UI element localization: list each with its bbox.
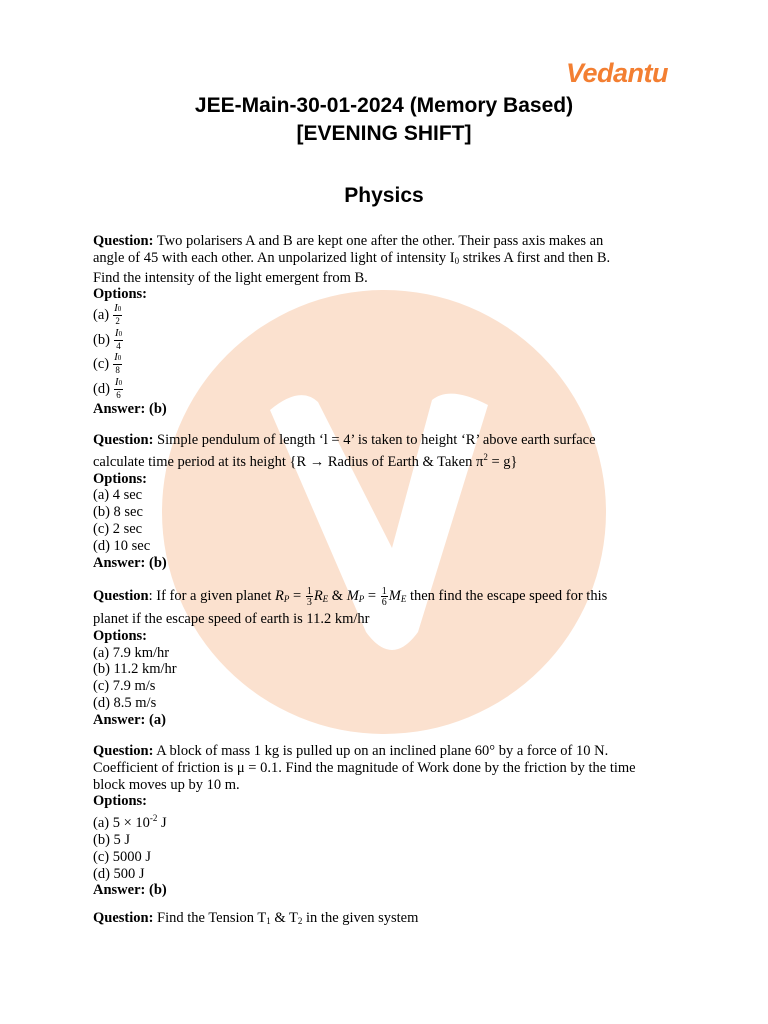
question-text: angle of 45 with each other. An unpolarized light of intensity I	[93, 249, 455, 266]
numerator: I0	[114, 351, 122, 364]
fraction	[113, 353, 122, 375]
option-label: (d)	[93, 380, 110, 397]
subscript: 0	[117, 305, 122, 314]
answer-value: (a)	[148, 711, 166, 728]
option-label: (b)	[93, 331, 110, 348]
question-text: Two polarisers A and B are kept one after the other. Their pass axis makes an	[156, 233, 604, 249]
denominator: 3	[306, 596, 312, 608]
answer-label: Answer:	[93, 401, 146, 418]
option-label: (c)	[93, 356, 110, 373]
numerator: 1	[306, 585, 312, 597]
question-2	[93, 432, 683, 571]
math-symbol: R	[275, 588, 284, 604]
fraction	[306, 587, 313, 607]
math-symbol: R	[313, 588, 323, 604]
answer-label: Answer:	[93, 882, 146, 899]
option-c	[93, 352, 683, 377]
answer-value: (b)	[148, 401, 167, 418]
subscript: 0	[118, 329, 123, 338]
answer	[93, 555, 683, 572]
question-4	[93, 743, 693, 899]
answer-value: (b)	[148, 554, 167, 571]
denominator: 6	[381, 596, 387, 608]
option-text: (a) 5 × 10	[93, 815, 150, 832]
subscript: E	[400, 594, 407, 604]
denominator: 6	[116, 389, 121, 400]
subscript: 0	[454, 255, 460, 266]
answer-value: (b)	[148, 882, 167, 899]
question-text: = g}	[487, 453, 518, 470]
answer	[93, 401, 683, 418]
subscript: 0	[117, 354, 122, 363]
option-b: (b) 5 J	[93, 831, 131, 848]
option-a: (a) 7.9 km/hr	[93, 644, 170, 661]
question-text: then find the escape speed for this	[406, 588, 608, 604]
vedantu-logo: Vedantu	[566, 58, 669, 88]
option-b: (b) 11.2 km/hr	[93, 661, 177, 678]
fraction	[381, 587, 388, 607]
question-label: Question:	[93, 432, 154, 448]
numerator: I0	[114, 302, 122, 315]
option-d: (d) 8.5 m/s	[93, 694, 157, 711]
question-text: Coefficient of friction is μ = 0.1. Find the magnitude of Work done by the friction by the time	[93, 759, 636, 776]
options-label: Options:	[93, 793, 147, 810]
subscript: P	[283, 594, 290, 604]
math-symbol: =	[289, 588, 305, 604]
option-d: (d) 500 J	[93, 865, 145, 882]
options-label: Options:	[93, 470, 147, 487]
question-label: Question:	[93, 233, 154, 249]
question-label: Question:	[93, 910, 154, 926]
fraction	[114, 375, 123, 400]
question-text: in the given system	[302, 910, 419, 926]
subscript: P	[358, 594, 365, 604]
math-symbol: =	[364, 588, 380, 604]
option-a: (a) 4 sec	[93, 487, 143, 504]
subscript: 1	[266, 916, 271, 926]
question-text: strikes A first and then B.	[459, 249, 611, 266]
numerator: 1	[381, 585, 387, 597]
numerator: I0	[114, 375, 123, 388]
question-text: Simple pendulum of length ‘l = 4’ is taken to height ‘R’ above earth surface	[157, 432, 596, 448]
option-text: J	[157, 815, 167, 832]
subscript: 2	[297, 916, 303, 926]
answer-label: Answer:	[93, 554, 146, 571]
question-text: : If for a given planet	[148, 588, 276, 604]
option-c: (c) 5000 J	[93, 848, 151, 865]
option-a	[93, 303, 683, 328]
question-text: & T	[270, 910, 298, 926]
subject-heading: Physics	[344, 184, 424, 207]
question-label: Question:	[93, 743, 154, 759]
option-d: (d) 10 sec	[93, 537, 151, 554]
option-d	[93, 377, 683, 402]
question-3	[93, 584, 683, 729]
denominator: 2	[115, 316, 120, 327]
options-label: Options:	[93, 286, 147, 303]
math-symbol: M	[388, 588, 401, 604]
fraction	[114, 326, 123, 351]
question-text: A block of mass 1 kg is pulled up on an inclined plane 60° by a force of 10 N.	[156, 743, 609, 759]
question-text: block moves up by 10 m.	[93, 776, 240, 793]
option-b: (b) 8 sec	[93, 504, 143, 521]
question-text: planet if the escape speed of earth is 11.2 km/hr	[93, 611, 370, 627]
question-text: calculate time period at its height {R → Radius of Earth & Taken π	[93, 453, 484, 470]
answer	[93, 882, 693, 899]
math-symbol: M	[346, 588, 359, 604]
superscript: 2	[483, 451, 488, 462]
option-c: (c) 7.9 m/s	[93, 678, 156, 695]
superscript: -2	[149, 813, 158, 824]
question-5	[93, 910, 683, 930]
math-symbol: &	[328, 588, 347, 604]
option-c: (c) 2 sec	[93, 520, 143, 537]
answer-label: Answer:	[93, 711, 146, 728]
option-label: (a)	[93, 307, 110, 324]
question-1	[93, 233, 683, 418]
numerator: I0	[114, 326, 123, 339]
subscript: 0	[118, 378, 123, 387]
question-text: Find the intensity of the light emergent from B.	[93, 269, 368, 286]
page-subtitle: [EVENING SHIFT]	[296, 122, 472, 145]
question-text: Find the Tension T	[157, 910, 267, 926]
answer	[93, 712, 683, 729]
page-title: JEE-Main-30-01-2024 (Memory Based)	[194, 94, 574, 117]
option-b	[93, 328, 683, 353]
question-label: Question	[93, 588, 149, 604]
subscript: E	[322, 594, 329, 604]
denominator: 4	[116, 340, 121, 351]
denominator: 8	[115, 365, 120, 376]
fraction	[113, 304, 122, 326]
options-label: Options:	[93, 627, 147, 644]
option-a	[93, 810, 693, 832]
